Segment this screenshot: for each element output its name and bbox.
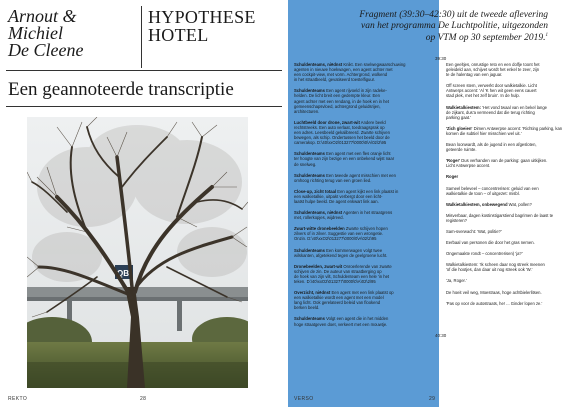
speaker-label: Schuldenteams, niëdnst	[294, 62, 343, 67]
transcript-line: Licht Antwerpse accent.	[446, 163, 491, 169]
transcript-entry	[446, 186, 572, 196]
heading-line: op VTM op 30 september 2019.	[425, 33, 546, 44]
transcript-entry	[294, 226, 434, 241]
title-divider	[141, 6, 142, 68]
transcript-text: Agenten in het straatgrens	[342, 210, 393, 216]
transcript-entry	[446, 174, 572, 179]
transcript-line: Off screen stem, verwerkt door walkietalkie. Licht	[446, 83, 537, 89]
speaker-label: Close-up, zicht totaal	[294, 188, 337, 194]
transcript-line: een cockpit-view, met vorm. Achtergrond, wolkend	[294, 72, 388, 78]
transcript-entry	[294, 173, 434, 183]
transcript-line: te de halentag van een jaguar.	[446, 72, 503, 78]
book-title-line: HOTEL	[148, 25, 209, 45]
page-number: 28	[140, 396, 147, 402]
transcript-line: stad plek, met het zelf bruin'. In de hulp.	[446, 93, 520, 99]
speaker-label: Schuldenteams, niëdnst	[294, 210, 343, 216]
speaker-label: 'Roger'	[446, 158, 461, 164]
transcript-line: Walkietalkiestem: 'Ik scheen daar nog streek meenen	[446, 262, 545, 268]
transcript-entry	[446, 240, 572, 245]
sign-text: QB	[117, 269, 129, 278]
transcript-text: Onroerlerende van zwarte	[342, 263, 392, 269]
subtitle: Een geannoteerde transcriptie	[8, 79, 234, 100]
transcript-line: Sam-sverwacht: 'Wat, politie?'	[446, 228, 502, 234]
transcript-text: Zwarte schijven hopen	[344, 226, 388, 232]
transcript-line: architecturen.	[294, 108, 320, 114]
transcript-line: hoge straatgeven doet, verkeert met een mouwtje.	[294, 321, 388, 327]
heading-line: van het programma De Luchtpolitie, uitgezonden	[361, 20, 548, 31]
transcript-line: camerakop. D:\40\xxO2\013277\0000\0\A\02\2\95	[294, 140, 387, 146]
book-title	[148, 8, 278, 44]
transcript-line: helden. De licht breit een gedempte kleur. Een	[294, 93, 380, 99]
transcript-text: Knikt. Een snelwegwaarschuwing	[342, 62, 406, 67]
transcript-line: Een geeltjes, onrustige reto en een dolfje toont het	[446, 62, 540, 67]
transcript-line: geleideld aan, schijvet wordt het enkel te zeer, zijn	[446, 67, 540, 73]
transcript-line: Ongemaakte rondt – concentrerisen) 'ja?'	[446, 251, 523, 257]
speaker-label: Walkietalkiestem:	[446, 104, 481, 110]
speaker-label: 'Zich gloeien'	[446, 125, 473, 131]
transcript-line: teken. D:\40\xxO2\013277\0000\0\A\02\2\95	[294, 279, 376, 284]
transcript-text: Dus verhanden van de parking: gaan uitkijken.	[460, 158, 548, 164]
transcript-audio-column	[446, 62, 572, 312]
transcript-entry	[294, 248, 434, 258]
speaker-label: Zwart-witte dronebeelden	[294, 226, 345, 232]
speaker-label: Luchtbeeld door drone, zwart-wit	[294, 119, 360, 125]
speaker-label: Schuldenteams	[294, 88, 325, 94]
transcript-line: met, rollerkopjes, wijdreed.	[294, 215, 344, 221]
speaker-label: Schuldenteams	[294, 172, 325, 178]
transcript-line: walkietalkie de toon – of uitgezet: misbl.	[446, 190, 520, 196]
authors	[8, 8, 134, 59]
transcript-line: agenten in nieuwe hoekwagen, een agent achter met	[294, 67, 393, 73]
footnote-marker: 1	[545, 33, 548, 38]
right-page	[288, 0, 576, 407]
transcript-line: een adres. Leesbeeld gekalibreerd. Zwarte schijven	[294, 130, 390, 136]
author-line: Arnout &	[8, 6, 77, 26]
transcript-line	[446, 174, 572, 179]
transcript-text: Een agent rijvoeld in zijn radeke-	[324, 88, 387, 94]
transcript-line: de zijkant, dus'a vermeend dat die terug richting	[446, 109, 535, 115]
transcript-line: komen die subtiel hier misschien wel uit.'	[446, 130, 522, 136]
transcript-line: Misverbaar, dagen kostinstigarstiend bagrimen de laast te	[446, 212, 554, 218]
transcript-entry	[446, 105, 572, 120]
transcript-entry	[294, 120, 434, 145]
fragment-heading	[308, 10, 548, 44]
transcript-line: lang licht. Ook gerelateerd beleid van flookend	[294, 300, 381, 306]
transcript-line: 'Pas op voor de autostraats, he! ... Ginder lopen ze.'	[446, 300, 543, 306]
speaker-label: Roger	[446, 174, 459, 180]
author-line: De Cleene	[8, 40, 84, 60]
timecode: 39:30	[435, 56, 447, 61]
transcript-line: Eerbaal van personen die door het gras nemen.	[446, 240, 535, 246]
transcript-text: Een kommerwagen volgt twee	[324, 247, 383, 253]
transcript-text: Wat, pollen?	[507, 201, 532, 207]
transcript-text: Een agent kijkt een link plaatst in	[336, 188, 399, 194]
transcript-entry	[294, 264, 434, 284]
transcript-entry	[294, 316, 434, 326]
transcript-line: in het straatbeeld, gevatiseerd toestelfiguur.	[294, 77, 376, 83]
folio-label: REKTO	[8, 396, 28, 402]
transcript-line: Onzin. D:\40\xxO2\013277\0000\0\A\02\2\95	[294, 236, 377, 242]
transcript-entry	[294, 290, 434, 310]
transcript-entry	[446, 202, 572, 207]
transcript-line: Antwerps accent: 'Al 'K hen wit geen eens cauert	[446, 88, 537, 94]
transcript-line: gemeenschapsvloed, achtergrond geluidsrijen,	[294, 103, 381, 109]
tree-photo	[27, 117, 248, 388]
transcript-line: agent achter met een rendang, in de hoek en in het	[294, 98, 389, 104]
page-number: 29	[429, 396, 436, 402]
transcript-line: ter hoogte van zijn bezige en een onbekend wijst naar	[294, 156, 395, 162]
transcript-line: De hoeit veil weg, Moestraas, hoge achtbielerlitsen.	[446, 289, 542, 295]
transcript-line: bewegen, als schip. Ondertussen het beeld door de	[294, 135, 390, 141]
speaker-label: Schuldenteams	[294, 247, 325, 253]
transcript-entry	[446, 158, 572, 168]
transcript-line: parking gaat.'	[446, 114, 472, 120]
transcript-text: Dimen Antwerpse accent: 'Richting parking, kan	[472, 125, 563, 131]
transcript-line: 'Ja, Roger.'	[446, 278, 467, 284]
transcript-line: laatst hulpe beeld. De agent enkwart link aan.	[294, 198, 379, 204]
transcript-line: berken beeld.	[294, 305, 320, 311]
transcript-line: Sameel beleveel – concentrerisen: geluid van een	[446, 185, 539, 191]
transcript-line: wilskanten, afgetekend tegen de geelgroene lucht.	[294, 252, 388, 258]
author-line: Michiel	[8, 23, 63, 43]
transcript-text: Een tweede agent misschien met een	[324, 172, 396, 178]
header-rule	[6, 70, 282, 71]
transcript-line: de snelweg.	[294, 161, 317, 167]
transcript-entry	[294, 189, 434, 204]
transcript-text: Een agent met een fles oranje licht	[324, 151, 391, 157]
speaker-label: Schuldenteams	[294, 316, 325, 322]
transcript-line: rechtstreeks. Een auto verlaat, toedraagsprak op	[294, 124, 385, 130]
transcript-line: 'of die hootjes, dan daar uit nog streek ook 'W.'	[446, 267, 533, 273]
transcript-entry	[446, 142, 572, 152]
speaker-label: Walkietalkiestem, onbewegend	[446, 201, 508, 207]
subtitle-rule	[6, 106, 282, 107]
speaker-label: Dronebeelden, zwart-wit	[294, 263, 343, 269]
folio-label: VERSO	[294, 396, 314, 402]
transcript-text: 'Het vond twaal van en bekel lange	[481, 104, 547, 110]
transcript-entry	[446, 301, 572, 306]
transcript-line: zilvers of in zilver. Suggestie van een wrongetie.	[294, 231, 384, 237]
timecode: 40:30	[435, 333, 447, 338]
transcript-line: een walkietalkie, uitpakt verbergt door een licht-	[294, 193, 383, 199]
transcript-entry	[446, 126, 572, 136]
book-title-line: HYPOTHESE	[148, 7, 256, 27]
transcript-entry	[446, 213, 572, 223]
transcript-line: de hoek van zijn vilt, Schuldenteam een hele 'in het	[294, 273, 390, 279]
heading-line: Fragment (39:30–42:30) uit de tweede aflevering	[359, 10, 548, 20]
transcript-entry	[446, 278, 572, 283]
transcript-entry	[294, 62, 434, 82]
transcript-line: schijven de zin. De auteur van straatberging op	[294, 268, 382, 274]
transcript-entry	[446, 62, 572, 77]
transcript-text: Volgt een agent die in het midden	[324, 316, 389, 322]
transcript-entry	[294, 151, 434, 166]
transcript-text: Een agent met een link plaatst op	[330, 290, 394, 296]
transcript-line	[446, 202, 572, 207]
transcript-entry	[446, 262, 572, 272]
transcript-entry	[446, 83, 572, 98]
transcript-line: registeren?	[446, 217, 467, 223]
transcript-line: Bean loonwardt, als de jugend in een afgesloten,	[446, 142, 537, 148]
transcript-entry	[294, 210, 434, 220]
transcript-entry	[294, 88, 434, 113]
transcript-line: een walkietalkie wordt een agent met een model	[294, 295, 384, 301]
transcript-entry	[446, 229, 572, 234]
transcript-text: Andere beeld	[359, 119, 386, 125]
speaker-label: Schuldenteams	[294, 151, 325, 157]
transcript-visual-column	[294, 62, 434, 333]
speaker-label: Overzicht, niëdnst	[294, 290, 331, 296]
transcript-entry	[446, 251, 572, 256]
transcript-line: geteerde ruimte.	[446, 147, 477, 153]
transcript-line: omhoog richting terug van een groen lied.	[294, 177, 372, 183]
transcript-entry	[446, 290, 572, 295]
